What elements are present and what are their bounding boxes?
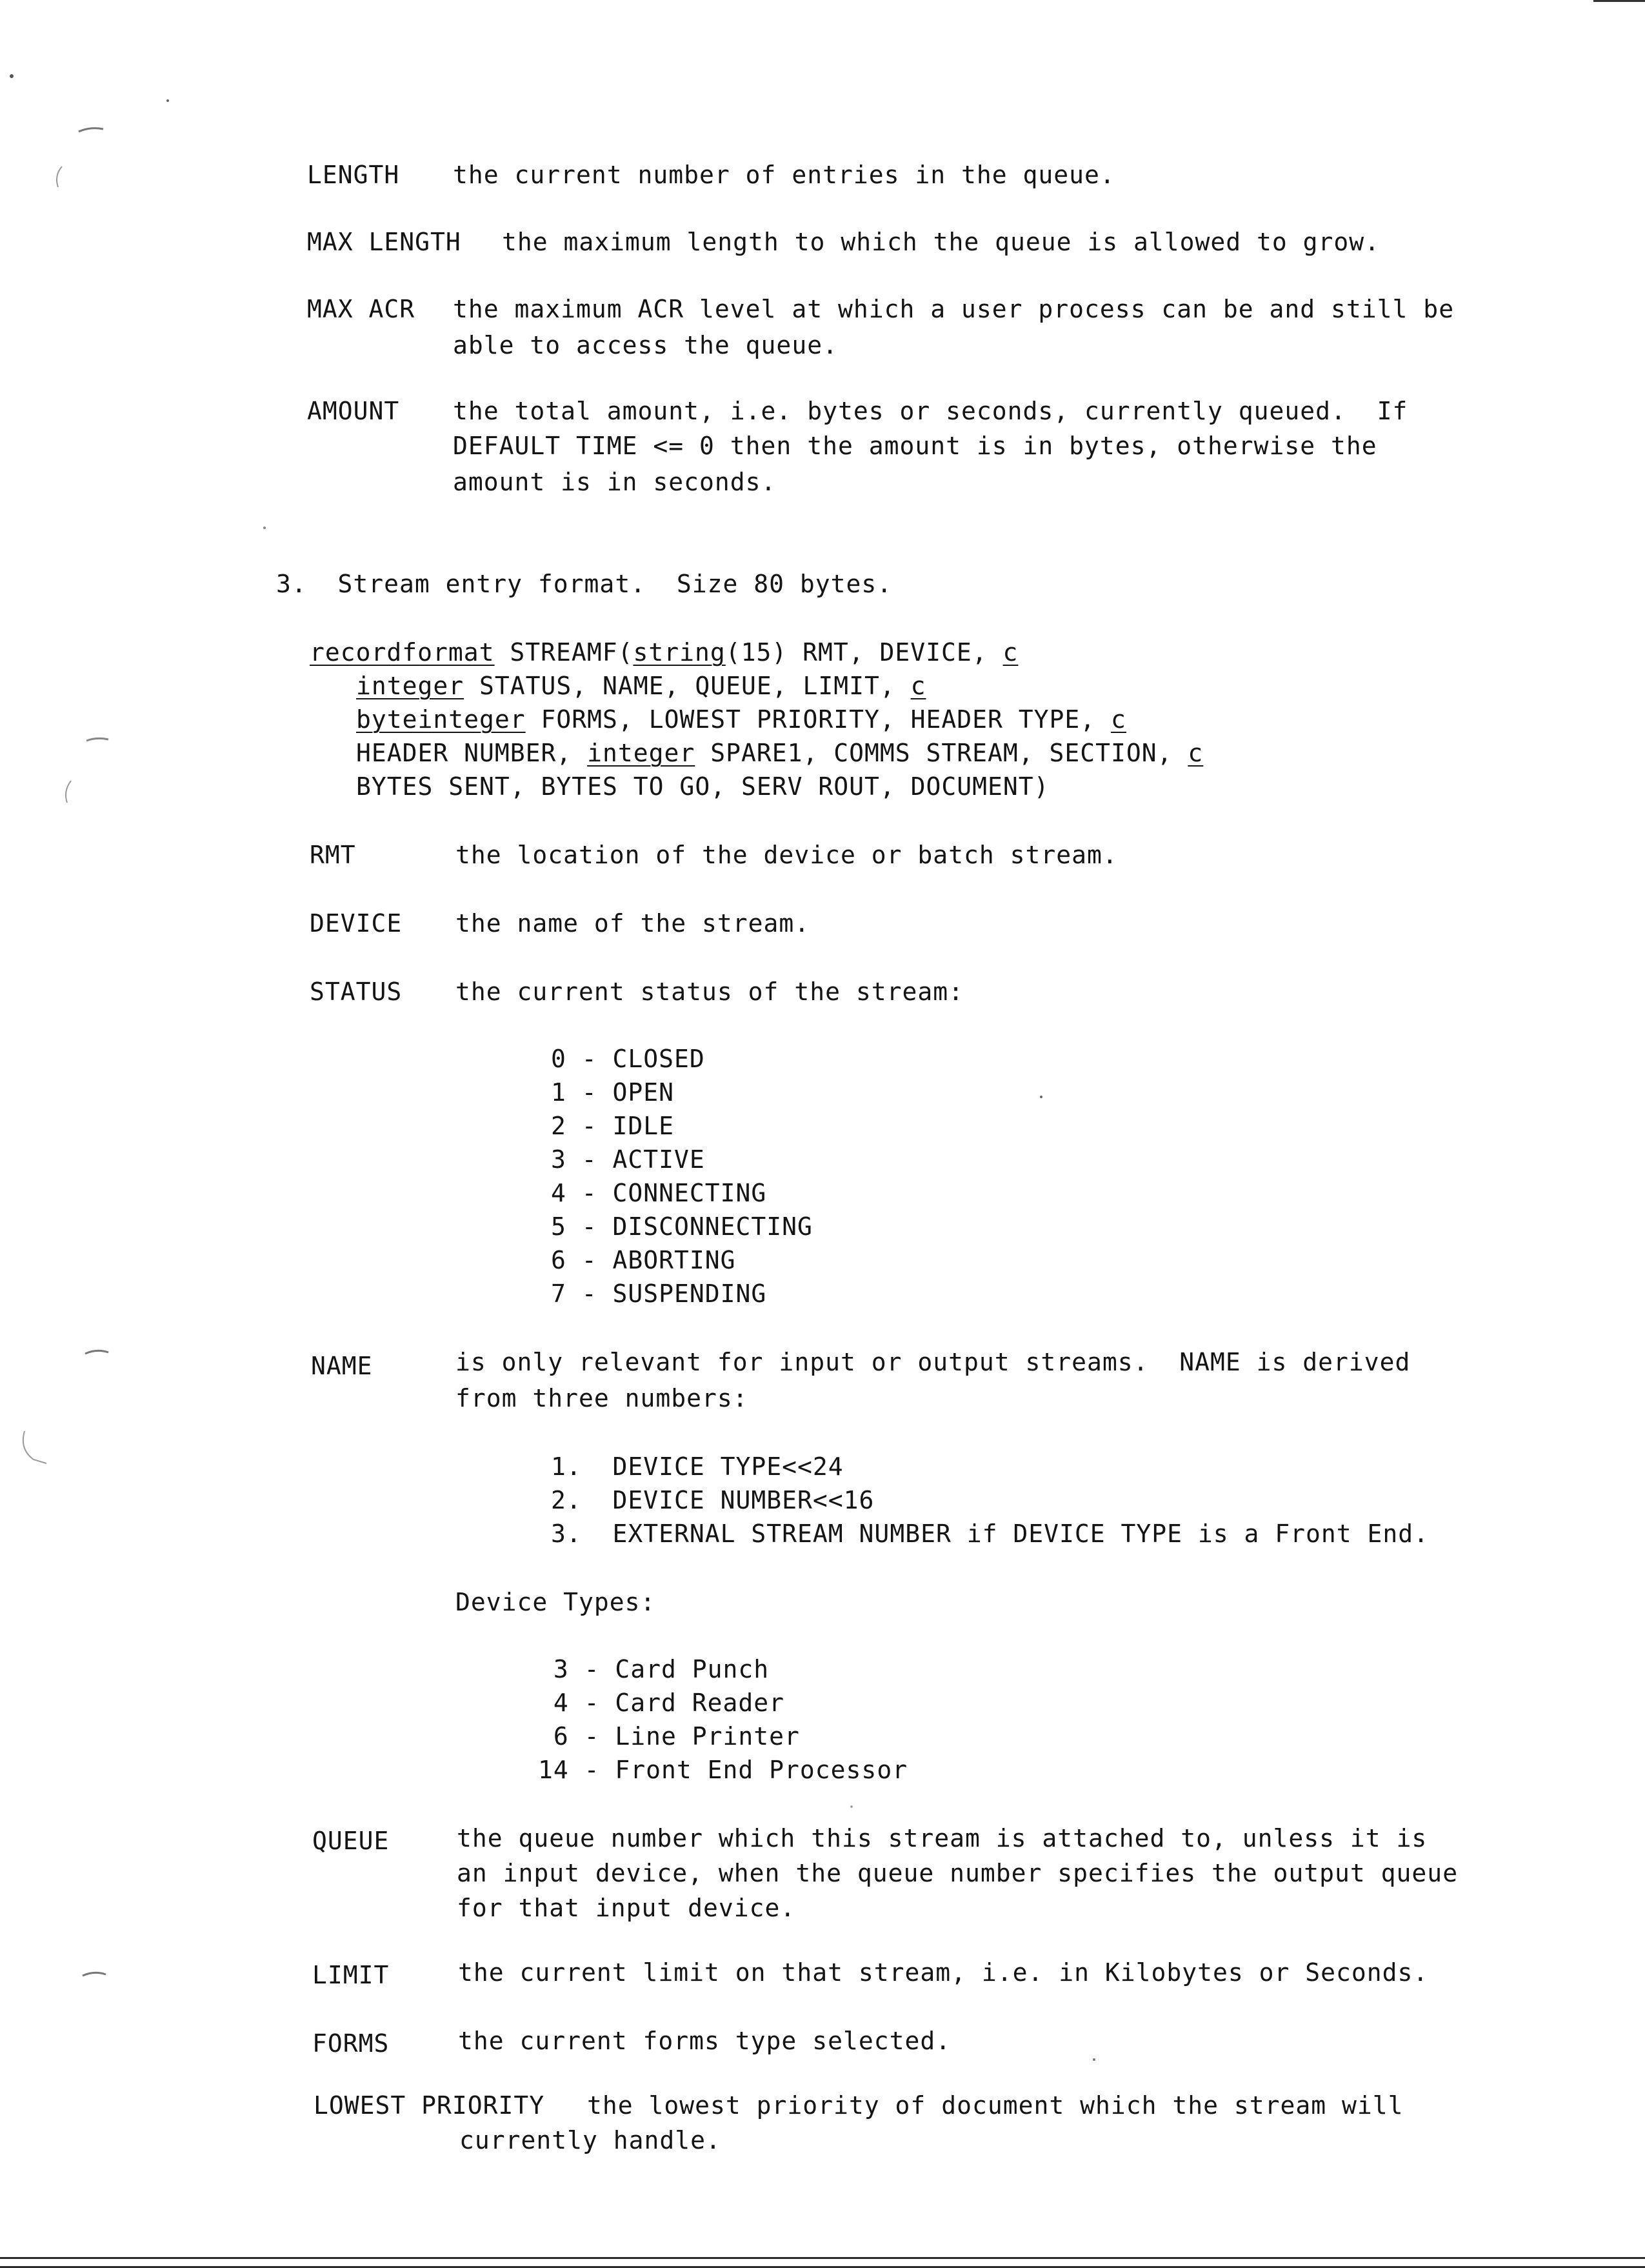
record-text: HEADER NUMBER, — [356, 739, 588, 767]
field-desc-queue-2: an input device, when the queue number specifies the output queue — [457, 1859, 1459, 1887]
record-format-line-5: BYTES SENT, BYTES TO GO, SERV ROUT, DOCUMENT) — [356, 772, 1050, 801]
field-desc-amount-3: amount is in seconds. — [453, 468, 777, 496]
status-code: 5 - DISCONNECTING — [551, 1212, 813, 1241]
field-desc-amount-2: DEFAULT TIME <= 0 then the amount is in bytes, otherwise the — [453, 432, 1377, 460]
record-text: SPARE1, COMMS STREAM, SECTION, — [695, 739, 1188, 767]
status-code: 4 - CONNECTING — [551, 1179, 767, 1207]
field-desc-queue-1: the queue number which this stream is attached to, unless it is — [457, 1824, 1428, 1852]
field-term-name: NAME — [311, 1352, 373, 1380]
field-term-rmt: RMT — [310, 841, 356, 869]
field-term-forms: FORMS — [312, 2029, 390, 2058]
field-term-max-acr: MAX ACR — [307, 295, 415, 323]
section-3-heading: 3. Stream entry format. Size 80 bytes. — [276, 570, 893, 598]
field-desc-length: the current number of entries in the queue. — [453, 161, 1115, 189]
field-desc-rmt: the location of the device or batch stream. — [455, 841, 1118, 869]
field-desc-max-acr-1: the maximum ACR level at which a user process can be and still be — [453, 295, 1455, 323]
status-code: 0 - CLOSED — [551, 1045, 705, 1073]
name-number-item: 3. EXTERNAL STREAM NUMBER if DEVICE TYPE is a Front End. — [551, 1520, 1430, 1548]
record-text: STATUS, NAME, QUEUE, LIMIT, — [464, 672, 911, 700]
status-code: 2 - IDLE — [551, 1112, 675, 1140]
field-desc-name-2: from three numbers: — [455, 1384, 748, 1412]
field-term-status: STATUS — [310, 978, 403, 1006]
device-types-label: Device Types: — [455, 1588, 656, 1616]
status-code: 7 - SUSPENDING — [551, 1280, 767, 1308]
keyword-integer: integer — [587, 739, 695, 767]
field-term-device: DEVICE — [310, 909, 403, 938]
continuation-mark: c — [1111, 705, 1126, 734]
field-term-amount: AMOUNT — [307, 397, 400, 425]
field-term-lowest-priority: LOWEST PRIORITY — [314, 2091, 545, 2120]
name-number-item: 1. DEVICE TYPE<<24 — [551, 1452, 844, 1481]
continuation-mark: c — [1002, 638, 1019, 667]
continuation-mark: c — [910, 672, 926, 700]
field-desc-max-length: the maximum length to which the queue is allowed to grow. — [502, 228, 1381, 256]
record-text: FORMS, LOWEST PRIORITY, HEADER TYPE, — [525, 705, 1112, 734]
record-text: (15) RMT, DEVICE, — [725, 638, 1003, 667]
field-desc-status: the current status of the stream: — [455, 978, 964, 1006]
name-number-item: 2. DEVICE NUMBER<<16 — [551, 1486, 875, 1514]
status-code: 1 - OPEN — [551, 1078, 675, 1107]
field-desc-queue-3: for that input device. — [457, 1894, 796, 1922]
field-term-length: LENGTH — [307, 161, 400, 189]
keyword-byteinteger: byteinteger — [356, 705, 526, 734]
device-type-item: 6 - Line Printer — [538, 1722, 800, 1751]
field-desc-max-acr-2: able to access the queue. — [453, 331, 838, 359]
status-code: 3 - ACTIVE — [551, 1145, 705, 1174]
device-type-item: 14 - Front End Processor — [538, 1756, 908, 1784]
field-term-max-length: MAX LENGTH — [307, 228, 461, 256]
continuation-mark: c — [1188, 739, 1204, 767]
keyword-recordformat: recordformat — [310, 638, 495, 667]
status-code: 6 - ABORTING — [551, 1246, 736, 1274]
keyword-integer: integer — [356, 672, 464, 700]
field-term-limit: LIMIT — [312, 1961, 390, 1989]
field-desc-lowest-priority-1: the lowest priority of document which the stream will — [587, 2091, 1404, 2120]
field-term-queue: QUEUE — [312, 1827, 390, 1855]
field-desc-name-1: is only relevant for input or output streams. NAME is derived — [455, 1348, 1411, 1376]
field-desc-limit: the current limit on that stream, i.e. in Kilobytes or Seconds. — [458, 1958, 1429, 1987]
keyword-string: string — [633, 638, 726, 667]
device-type-item: 3 - Card Punch — [538, 1655, 770, 1683]
device-type-item: 4 - Card Reader — [538, 1689, 785, 1717]
record-text: STREAMF( — [494, 638, 633, 667]
field-desc-device: the name of the stream. — [455, 909, 810, 938]
field-desc-lowest-priority-2: currently handle. — [459, 2126, 721, 2154]
field-desc-forms: the current forms type selected. — [458, 2027, 952, 2055]
field-desc-amount-1: the total amount, i.e. bytes or seconds, currently queued. If — [453, 397, 1408, 425]
